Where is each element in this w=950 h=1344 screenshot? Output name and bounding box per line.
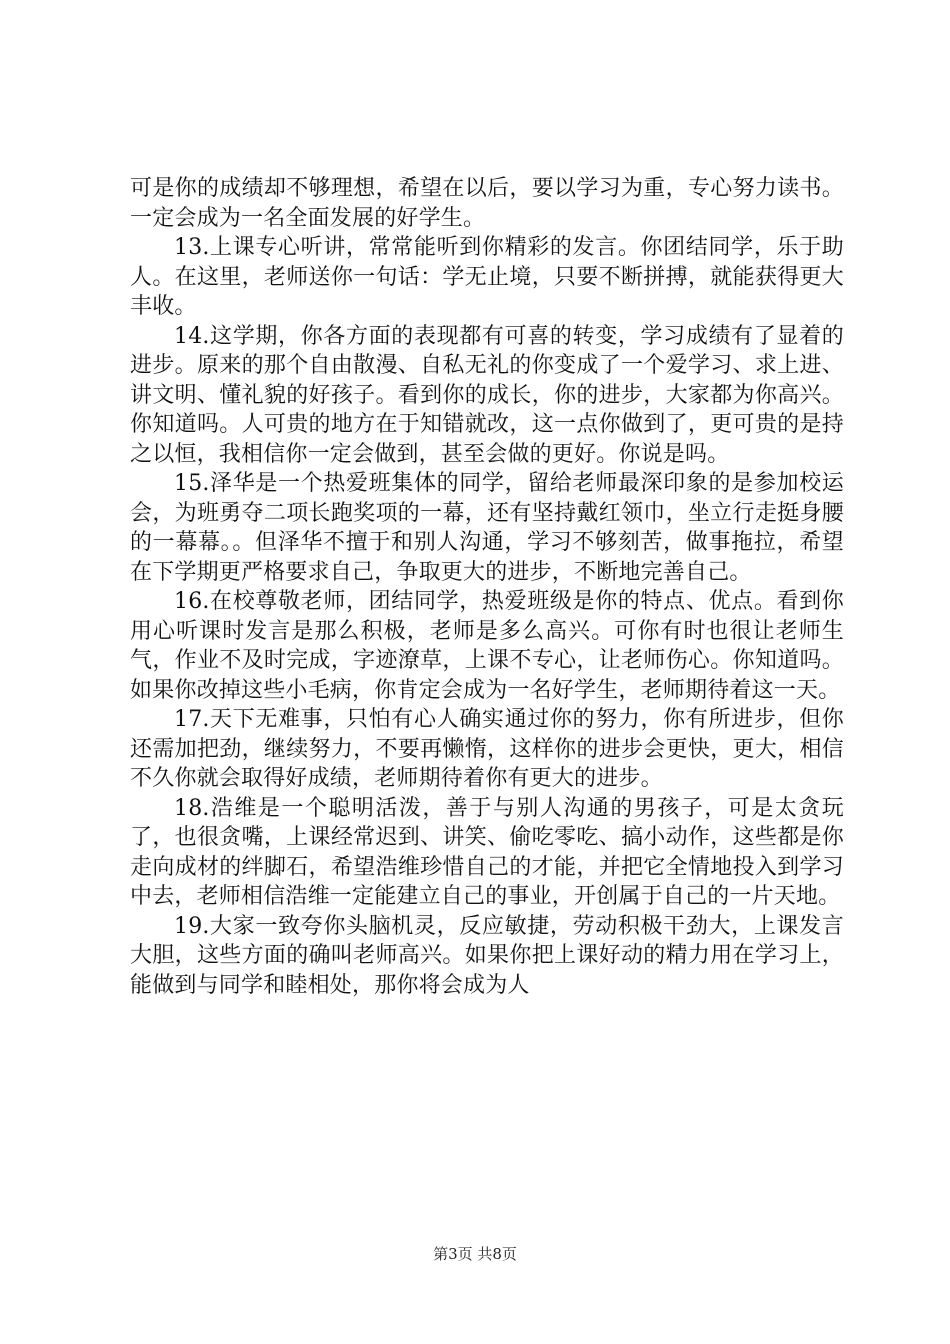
- paragraph-19: 19.大家一致夸你头脑机灵，反应敏捷，劳动积极干劲大，上课发言大胆，这些方面的确叫老师高兴。如果你把上课好动的精力用在学习上，能做到与同学和睦相处，那你将会成为人: [130, 913, 844, 998]
- paragraph-15: 15.泽华是一个热爱班集体的同学，留给老师最深印象的是参加校运会，为班勇夺二项长跑奖项的一幕，还有坚持戴红领巾，坐立行走挺身腰的一幕幕。。但泽华不擅于和别人沟通，学习不够刻苦，做事拖拉，希望在下学期更严格要求自己，争取更大的进步，不断地完善自己。: [130, 471, 844, 585]
- paragraph-1: 可是你的成绩却不够理想，希望在以后，要以学习为重，专心努力读书。一定会成为一名全面发展的好学生。: [130, 176, 844, 231]
- document-body: [130, 174, 844, 1000]
- page-footer: 第3页 共8页: [433, 1245, 517, 1263]
- paragraph-18: 18.浩维是一个聪明活泼，善于与别人沟通的男孩子，可是太贪玩了，也很贪嘴，上课经常迟到、讲笑、偷吃零吃、搞小动作，这些都是你走向成材的绊脚石，希望浩维珍惜自己的才能，并把它全情地投入到学习中去，老师相信浩维一定能建立自己的事业，开创属于自己的一片天地。: [130, 795, 844, 909]
- paragraph-16: 16.在校尊敬老师，团结同学，热爱班级是你的特点、优点。看到你用心听课时发言是那么积极，老师是多么高兴。可你有时也很让老师生气，作业不及时完成，字迹潦草，上课不专心，让老师伤心。你知道吗。如果你改掉这些小毛病，你肯定会成为一名好学生，老师期待着这一天。: [130, 589, 844, 703]
- paragraph-13: 13.上课专心听讲，常常能听到你精彩的发言。你团结同学，乐于助人。在这里，老师送你一句话：学无止境，只要不断拼搏，就能获得更大丰收。: [130, 235, 844, 319]
- paragraph-17: 17.天下无难事，只怕有心人确实通过你的努力，你有所进步，但你还需加把劲，继续努力，不要再懒惰，这样你的进步会更快，更大，相信不久你就会取得好成绩，老师期待着你有更大的进步。: [130, 707, 844, 791]
- paragraph-14: 14.这学期，你各方面的表现都有可喜的转变，学习成绩有了显着的进步。原来的那个自由散漫、自私无礼的你变成了一个爱学习、求上进、讲文明、懂礼貌的好孩子。看到你的成长，你的进步，大家都为你高兴。你知道吗。人可贵的地方在于知错就改，这一点你做到了，更可贵的是持之以恒，我相信你一定会做到，甚至会做的更好。你说是吗。: [130, 323, 844, 467]
